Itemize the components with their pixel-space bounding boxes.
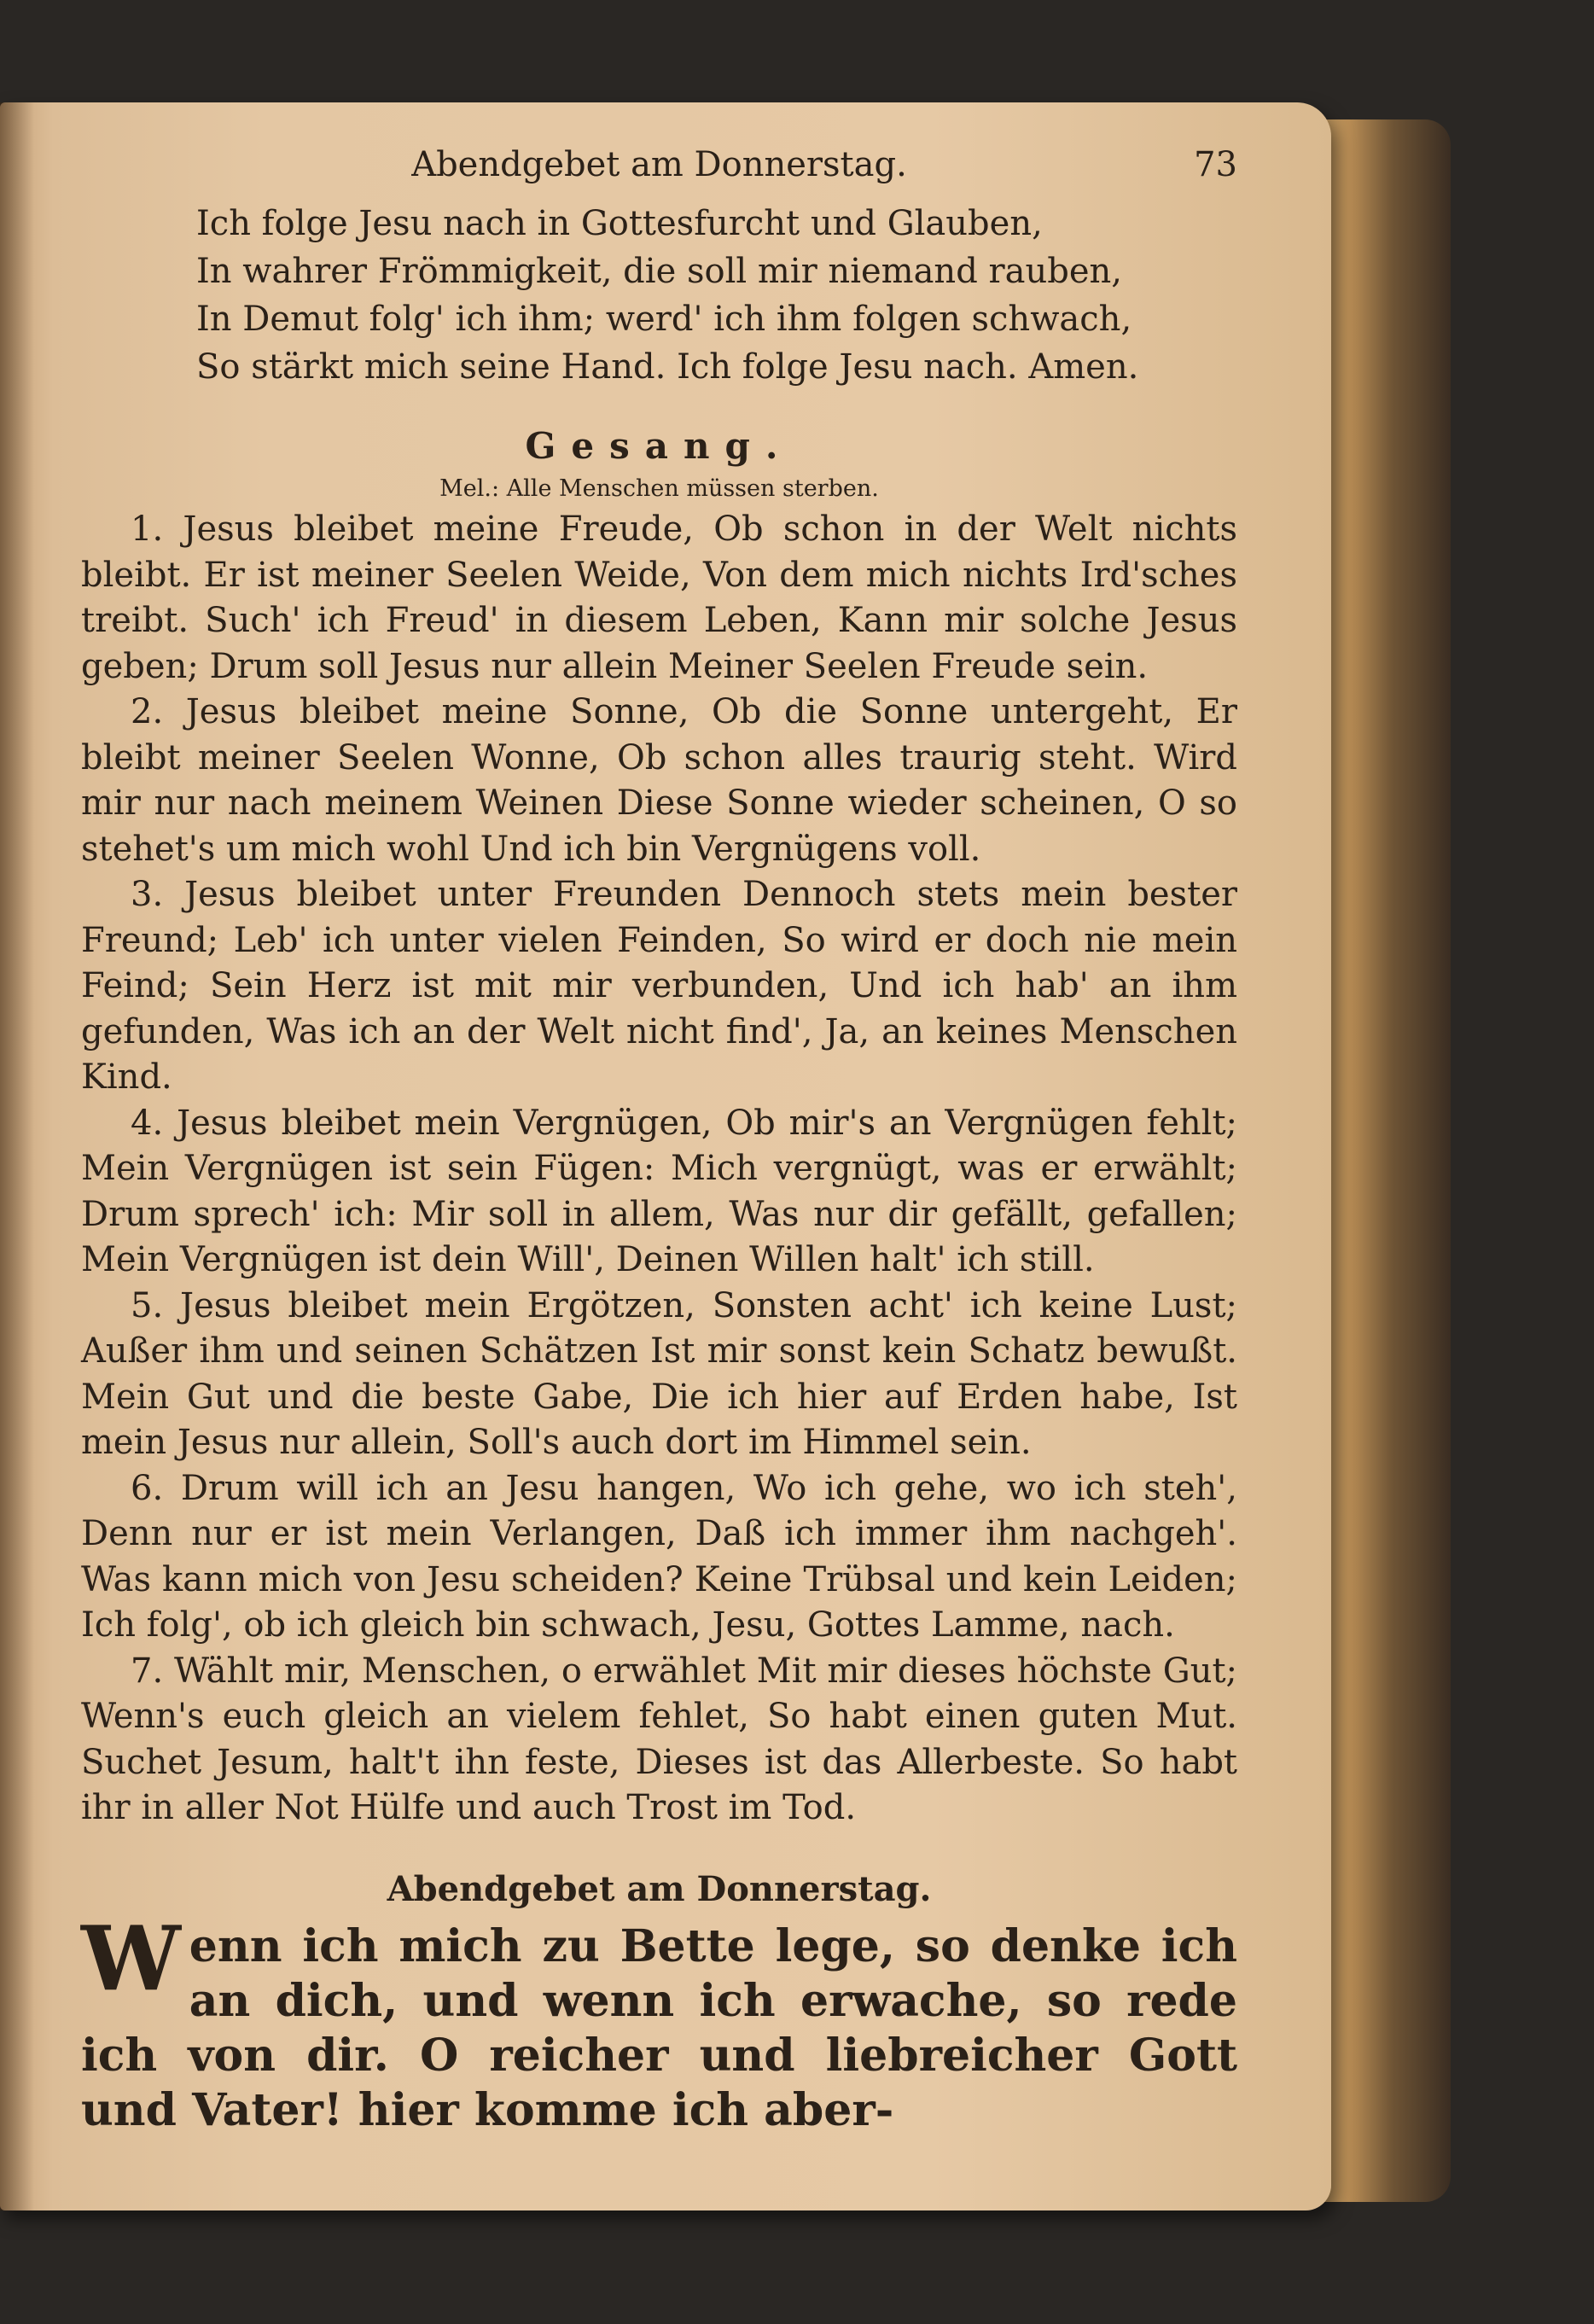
verse-line: In wahrer Frömmigkeit, die soll mir niemand rauben, xyxy=(196,252,1122,291)
verse-line: So stärkt mich seine Hand. Ich folge Jesu nach. Amen. xyxy=(196,347,1139,387)
stanza xyxy=(81,1466,1237,1649)
stanza-text: Jesus bleibet meine Sonne, Ob die Sonne untergeht, Er bleibt meiner Seelen Wonne, Ob schon alles traurig steht. Wird mir nur nach meinem Weinen Diese Sonne wieder scheinen, O so stehet's um mich wohl Und ich bin Vergnügens voll. xyxy=(81,692,1237,869)
hymn-heading: Gesang. xyxy=(525,425,794,467)
prayer-text-block xyxy=(81,1905,1237,2138)
stanza xyxy=(81,1284,1237,1466)
stanza-text: Jesus bleibet mein Vergnügen, Ob mir's an Vergnügen fehlt; Mein Vergnügen ist sein Fügen: Mich vergnügt, was er erwählt; Drum sprech' ich: Mir soll in allem, Was nur dir gefällt, gefallen; Mein Vergnügen ist dein Will', Deinen Willen halt' ich still. xyxy=(81,1103,1238,1279)
stanza-number: 1. xyxy=(131,510,164,549)
stanza-text: Wählt mir, Menschen, o erwählet Mit mir dieses höchste Gut; Wenn's euch gleich an vielem fehlet, So habt einen guten Mut. Suchet Jesum, halt't ihn feste, Dieses ist das Allerbeste. So habt ihr in aller Not Hülfe und auch Trost im Tod. xyxy=(81,1651,1238,1827)
stanza-text: Jesus bleibet mein Ergötzen, Sonsten acht' ich keine Lust; Außer ihm und seinen Schätzen Ist mir sonst kein Schatz bewußt. Mein Gut und die beste Gabe, Die ich hier auf Erden habe, Ist mein Jesus nur allein, Soll's auch dort im Himmel sein. xyxy=(81,1285,1238,1462)
stanza-text: Drum will ich an Jesu hangen, Wo ich gehe, wo ich steh', Denn nur er ist mein Verlangen, Daß ich immer ihm nachgeh'. Was kann mich von Jesu scheiden? Keine Trübsal und kein Leiden; Ich folg', ob ich gleich bin schwach, Jesu, Gottes Lamme, nach. xyxy=(81,1468,1238,1645)
page-content xyxy=(81,145,1237,2138)
stanza-text: Jesus bleibet meine Freude, Ob schon in der Welt nichts bleibt. Er ist meiner Seelen Weide, Von dem mich nichts Ird'sches treibt. Such' ich Freud' in diesem Leben, Kann mir solche Jesus geben; Drum soll Jesus nur allein Meiner Seelen Freude sein. xyxy=(81,510,1238,686)
spine-shadow xyxy=(0,102,34,2210)
stanza-number: 2. xyxy=(131,692,164,731)
stanza xyxy=(81,507,1237,690)
stanza-text: Jesus bleibet unter Freunden Dennoch stets mein bester Freund; Leb' ich unter vielen Feinden, So wird er doch nie mein Feind; Sein Herz ist mit mir verbunden, Und ich hab' an ihm gefunden, Was ich an der Welt nicht find', Ja, an keines Menschen Kind. xyxy=(81,875,1237,1097)
hymn-stanzas xyxy=(81,507,1237,1832)
stanza xyxy=(81,690,1237,872)
running-head-title: Abendgebet am Donnerstag. xyxy=(411,145,907,184)
stanza-number: 4. xyxy=(131,1103,164,1143)
closing-verse xyxy=(196,200,1237,391)
stanza xyxy=(81,1101,1237,1284)
stanza xyxy=(81,872,1237,1101)
drop-cap: W xyxy=(81,1905,181,2011)
prayer-heading: Abendgebet am Donnerstag. xyxy=(387,1868,932,1909)
stanza-number: 3. xyxy=(131,875,164,914)
stanza-number: 6. xyxy=(131,1468,164,1508)
verse-line: In Demut folg' ich ihm; werd' ich ihm folgen schwach, xyxy=(196,300,1132,339)
stanza-number: 7. xyxy=(131,1651,164,1691)
page-number: 73 xyxy=(1194,145,1237,184)
stanza xyxy=(81,1649,1237,1832)
running-head xyxy=(81,145,1237,196)
stanza-number: 5. xyxy=(131,1285,164,1325)
verse-line: Ich folge Jesu nach in Gottesfurcht und Glauben, xyxy=(196,204,1043,243)
book-page xyxy=(0,102,1331,2210)
prayer-text: enn ich mich zu Bette lege, so denke ich an dich, und wenn ich erwache, so rede ich von dir. O reicher und liebreicher Gott und Vater! hier komme ich aber- xyxy=(81,1919,1237,2136)
hymn-melody: Mel.: Alle Menschen müssen sterben. xyxy=(439,475,879,502)
